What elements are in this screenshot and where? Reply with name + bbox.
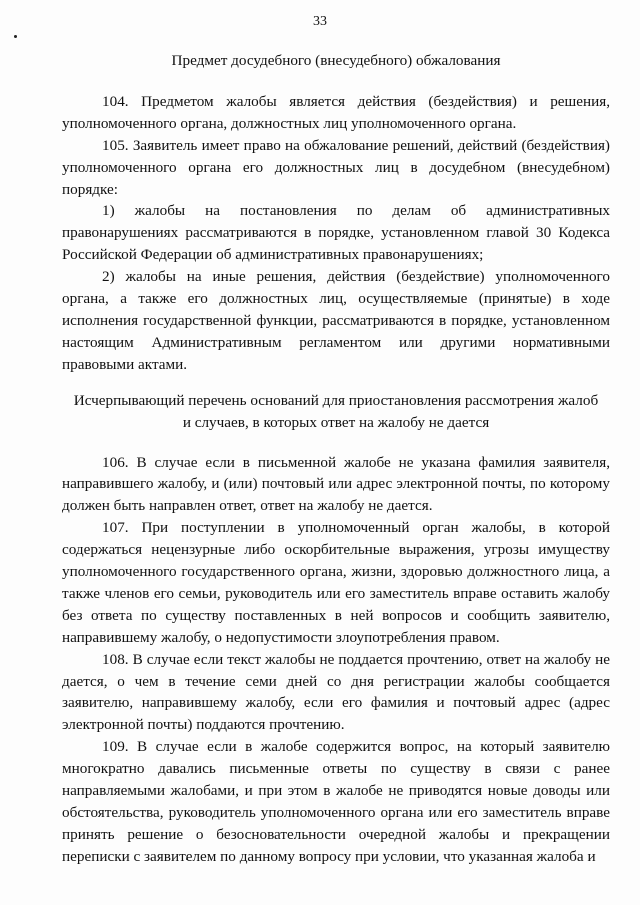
section-heading-line: и случаев, в которых ответ на жалобу не дается: [182, 413, 490, 431]
document-body: [62, 50, 610, 868]
page-number: 33: [313, 14, 327, 29]
paragraph-106: 106. В случае если в письменной жалобе не указана фамилия заявителя, направившего жалобу, и (или) почтовый или адрес электронной почты, по которому должен быть направлен ответ, ответ на жалобу не дается.: [62, 453, 610, 515]
paragraph-107: 107. При поступлении в уполномоченный орган жалобы, в которой содержаться нецензурные либо оскорбительные выражения, угрозы имуществу уполномоченного государственного органа, жизни, здоровью должностного лица, а также членов его семьи, руководитель или его заместитель вправе оставить жалобу без ответа по существу поставленных в ней вопросов и сообщить заявителю, направившему жалобу, о недопустимости злоупотребления правом.: [62, 519, 610, 646]
section-heading: [62, 390, 610, 434]
paragraph-105-item-2: 2) жалобы на иные решения, действия (бездействие) уполномоченного органа, а также его должностных лиц, осуществляемые (принятые) в ходе исполнения государственной функции, рассматриваются в порядке, установленном настоящим Административным регламентом или другими нормативными правовыми актами.: [62, 268, 610, 373]
section-heading: Предмет досудебного (внесудебного) обжалования: [171, 52, 501, 69]
scan-dot: [14, 35, 17, 38]
paragraph-108: 108. В случае если текст жалобы не поддается прочтению, ответ на жалобу не дается, о чем в течение семи дней со дня регистрации жалобы сообщается заявителю, направившему жалобу, если его фамилия и почтовый адрес (адрес электронной почты) поддаются прочтению.: [62, 650, 610, 734]
paragraph-109: 109. В случае если в жалобе содержится вопрос, на который заявителю многократно давались письменные ответы по существу в связи с ранее направляемыми жалобами, и при этом в жалобе не приводятся новые доводы или обстоятельства, руководитель уполномоченного органа или его заместитель вправе принять решение о безосновательности очередной жалобы и прекращении переписки с заявителем по данному вопросу при условии, что указанная жалоба и: [62, 738, 610, 865]
paragraph-104: 104. Предметом жалобы является действия (бездействия) и решения, уполномоченного органа, должностных лиц уполномоченного органа.: [62, 92, 610, 132]
section-heading-line: Исчерпывающий перечень оснований для приостановления рассмотрения жалоб: [73, 391, 599, 409]
paragraph-105-item-1: 1) жалобы на постановления по делам об административных правонарушениях рассматриваются в порядке, установленном главой 30 Кодекса Российской Федерации об административных правонарушениях;: [62, 202, 610, 264]
paragraph-105: 105. Заявитель имеет право на обжалование решений, действий (бездействия) уполномоченного органа его должностных лиц в досудебном (внесудебном) порядке:: [62, 136, 610, 198]
